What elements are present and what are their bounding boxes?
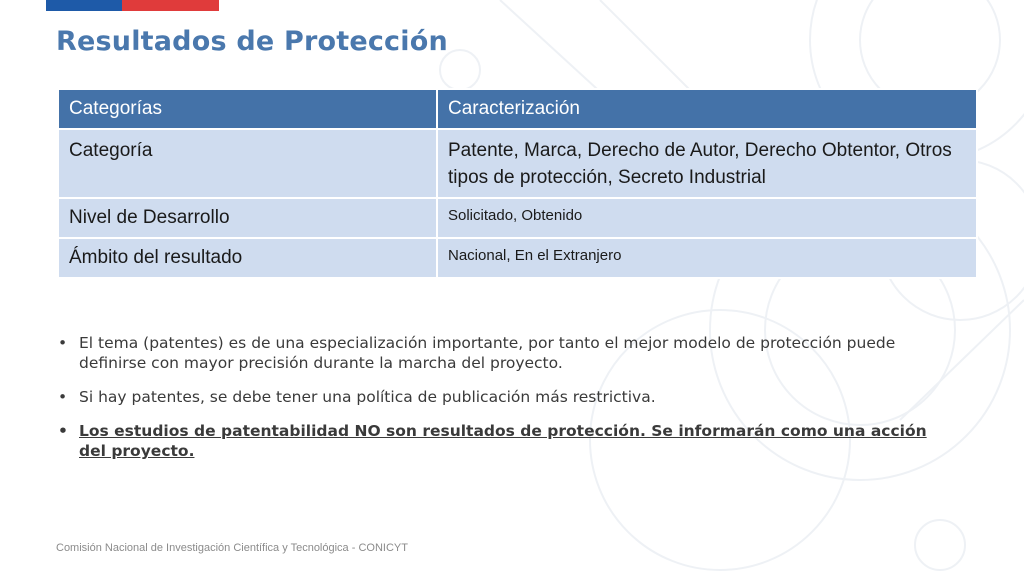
list-item-emphasized: [58, 421, 958, 461]
bullet-dot: •: [58, 334, 68, 352]
bullet-list: [58, 333, 958, 475]
row-category-cell: Categoría: [58, 129, 437, 198]
bullet-dot: •: [58, 422, 68, 440]
bullet-text: Los estudios de patentabilidad NO son resultados de protección. Se informarán como una acción del proyecto.: [79, 422, 927, 460]
row-characterization-cell: Patente, Marca, Derecho de Autor, Derecho Obtentor, Otros tipos de protección, Secreto Industrial: [437, 129, 977, 198]
table-row: [58, 198, 977, 238]
flag-red-segment: [122, 0, 219, 11]
flag-blue-segment: [46, 0, 122, 11]
table-row: [58, 129, 977, 198]
table-header-row: [58, 89, 977, 129]
protection-results-table: [57, 88, 978, 279]
header-caracterizacion: Caracterización: [437, 89, 977, 129]
row-characterization-cell: Nacional, En el Extranjero: [437, 238, 977, 278]
list-item: [58, 387, 958, 407]
page-title: Resultados de Protección: [56, 26, 448, 57]
table-row: [58, 238, 977, 278]
bullet-dot: •: [58, 388, 68, 406]
row-characterization-cell: Solicitado, Obtenido: [437, 198, 977, 238]
bullet-text: El tema (patentes) es de una especialización importante, por tanto el mejor modelo de protección puede definirse con mayor precisión durante la marcha del proyecto.: [79, 334, 896, 372]
row-category-cell: Nivel de Desarrollo: [58, 198, 437, 238]
flag-stripe: [46, 0, 219, 11]
footer-text: Comisión Nacional de Investigación Científica y Tecnológica - CONICYT: [56, 542, 408, 554]
header-categorias: Categorías: [58, 89, 437, 129]
bullet-text: Si hay patentes, se debe tener una política de publicación más restrictiva.: [79, 388, 656, 406]
row-category-cell: Ámbito del resultado: [58, 238, 437, 278]
list-item: [58, 333, 958, 373]
